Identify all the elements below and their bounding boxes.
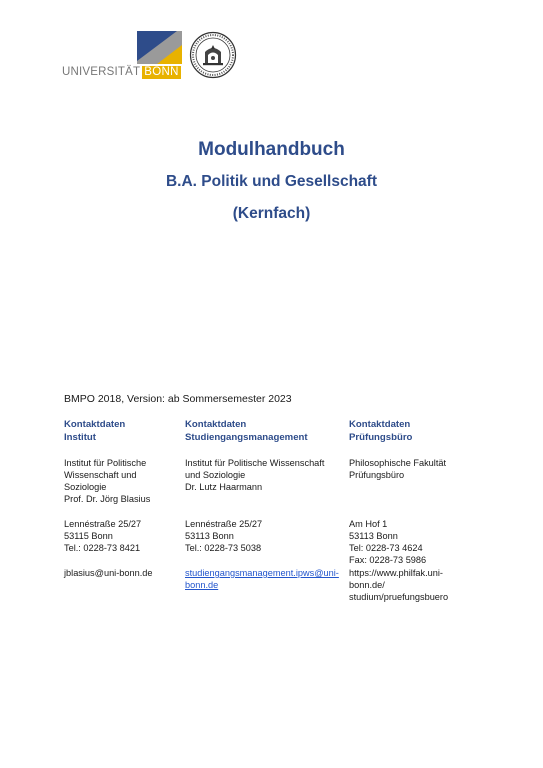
address-line: 53113 Bonn <box>349 531 398 541</box>
org-line: Dr. Lutz Haarmann <box>185 482 263 492</box>
org-line: Institut für Politische Wissenschaft <box>185 458 325 468</box>
contact-email[interactable] <box>64 567 182 579</box>
website-line[interactable]: studium/pruefungsbuero <box>349 592 449 602</box>
version-line: BMPO 2018, Version: ab Sommersemester 2023 <box>64 393 292 405</box>
contact-address <box>185 518 345 554</box>
contact-heading <box>349 419 479 444</box>
university-bonn-logo <box>62 31 182 79</box>
contact-organization <box>64 457 182 505</box>
contact-organization <box>185 457 345 505</box>
university-seal-icon <box>189 31 237 79</box>
contact-column-pruefungsbuero <box>349 419 479 603</box>
logo-university-text: UNIVERSITÄT <box>62 66 141 78</box>
contact-address <box>64 518 182 554</box>
heading-line: Institut <box>64 431 96 443</box>
heading-line: Kontaktdaten <box>185 419 247 430</box>
heading-line: Prüfungsbüro <box>349 431 413 443</box>
org-line: Institut für Politische <box>64 458 147 468</box>
contact-column-studiengangsmanagement <box>185 419 345 591</box>
org-line: und Soziologie <box>185 470 246 480</box>
address-line: Am Hof 1 <box>349 519 388 529</box>
website-line[interactable]: bonn.de/ <box>349 580 385 590</box>
email-text[interactable]: jblasius@uni-bonn.de <box>64 568 153 578</box>
fax-line: Fax: 0228-73 5986 <box>349 555 427 565</box>
org-line-spacer <box>185 493 345 505</box>
contact-heading <box>64 419 182 444</box>
website-line[interactable]: https://www.philfak.uni- <box>349 568 443 578</box>
org-line: Philosophische Fakultät <box>349 458 447 468</box>
subject-type: (Kernfach) <box>232 205 311 222</box>
address-line: 53115 Bonn <box>64 531 113 541</box>
contact-website[interactable] <box>349 567 479 603</box>
contact-address <box>349 518 479 566</box>
title-block <box>0 138 543 224</box>
university-logo-wordmark <box>62 66 181 79</box>
heading-line: Kontaktdaten <box>64 419 126 430</box>
address-line: 53113 Bonn <box>185 531 234 541</box>
org-line-spacer <box>349 481 479 493</box>
contact-heading <box>185 419 345 444</box>
phone-line: Tel.: 0228-73 5038 <box>185 543 262 553</box>
org-line: Prof. Dr. Jörg Blasius <box>64 494 151 504</box>
phone-line: Tel.: 0228-73 8421 <box>64 543 141 553</box>
university-logo-mark-icon <box>137 31 182 64</box>
contact-column-institut <box>64 419 182 579</box>
org-line: Prüfungsbüro <box>349 470 405 480</box>
org-line-spacer <box>349 493 479 505</box>
phone-line: Tel: 0228-73 4624 <box>349 543 423 553</box>
contact-email-link[interactable] <box>185 567 345 591</box>
email-link-line[interactable]: studiengangsmanagement.ipws@uni- <box>185 568 339 578</box>
org-line: Wissenschaft und <box>64 470 137 480</box>
program-title: B.A. Politik und Gesellschaft <box>165 173 377 190</box>
heading-line: Kontaktdaten <box>349 419 411 430</box>
email-link-line[interactable]: bonn.de <box>185 580 219 590</box>
address-line: Lennéstraße 25/27 <box>64 519 142 529</box>
heading-line: Studiengangsmanagement <box>185 431 308 443</box>
document-title: Modulhandbuch <box>198 139 345 160</box>
org-line: Soziologie <box>64 482 107 492</box>
address-line: Lennéstraße 25/27 <box>185 519 263 529</box>
logo-bonn-text: BONN <box>144 66 179 78</box>
contact-organization <box>349 457 479 505</box>
